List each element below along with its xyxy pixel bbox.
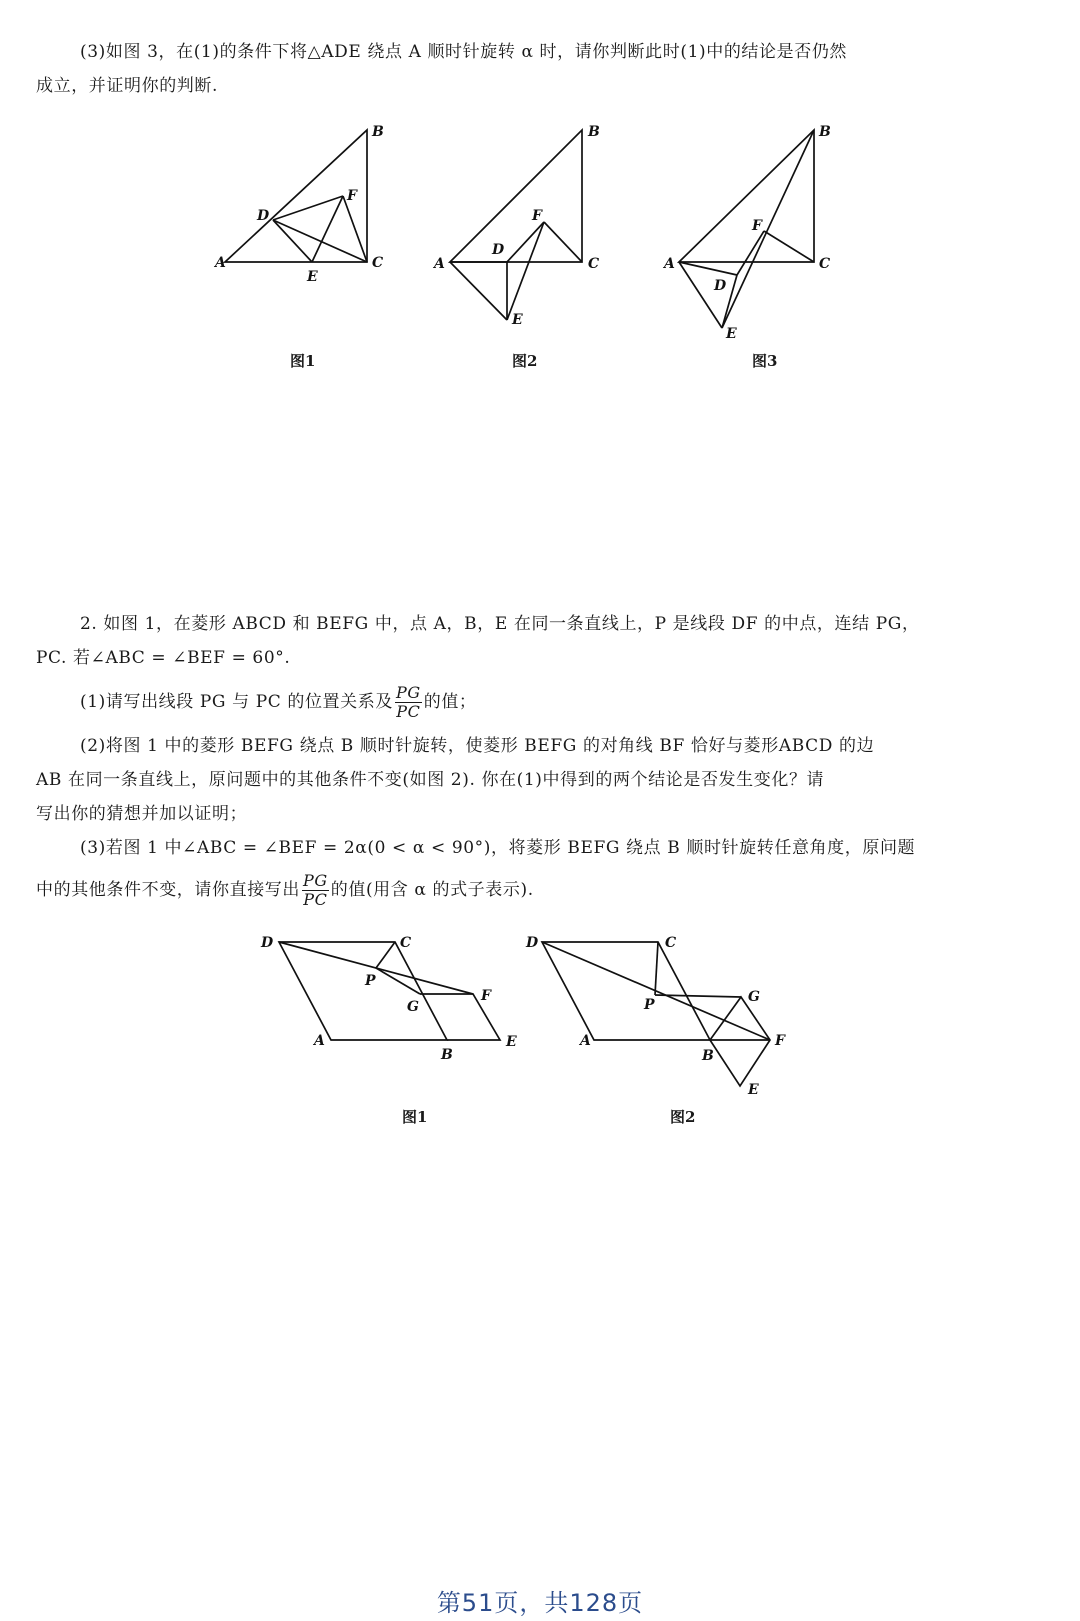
caption-top-fig3: 图3 — [752, 352, 778, 370]
q1-part3-line1: (3)如图 3，在(1)的条件下将△ADE 绕点 A 顺时针旋转 α 时，请你判断此时(1)中的结论是否仍然 — [80, 42, 848, 62]
label-B: B — [441, 1047, 453, 1063]
caption-top-fig1: 图1 — [290, 352, 316, 370]
label-B: B — [372, 124, 384, 140]
fraction-numerator: PG — [303, 870, 328, 890]
label-B: B — [588, 124, 600, 140]
q2-part3-post: 的值(用含 α 的式子表示). — [330, 880, 534, 900]
fraction-denominator: PC — [303, 889, 328, 909]
figure-bottom-2 — [524, 930, 799, 1105]
label-E: E — [512, 312, 523, 328]
figure-bottom-1 — [255, 930, 530, 1075]
q2-line1: 2. 如图 1，在菱形 ABCD 和 BEFG 中，点 A，B，E 在同一条直线上，P 是线段 DF 的中点，连结 PG， — [80, 614, 920, 634]
q2-line2: PC. 若∠ABC = ∠BEF = 60°. — [36, 648, 291, 668]
label-D: D — [526, 935, 539, 951]
label-F: F — [347, 188, 357, 204]
q2-part2-line1: (2)将图 1 中的菱形 BEFG 绕点 B 顺时针旋转，使菱形 BEFG 的对角线 BF 恰好与菱形ABCD 的边 — [80, 736, 875, 756]
caption-bottom-fig1: 图1 — [402, 1108, 428, 1126]
label-F: F — [752, 218, 762, 234]
q2-part1-pre: (1)请写出线段 PG 与 PC 的位置关系及 — [80, 692, 393, 712]
label-B: B — [702, 1048, 714, 1064]
label-D: D — [492, 242, 505, 258]
label-A: A — [314, 1033, 325, 1049]
fraction-denominator: PC — [396, 701, 421, 721]
q1-part3-line2: 成立，并证明你的判断. — [36, 76, 219, 96]
q2-part3-pre: 中的其他条件不变，请你直接写出 — [36, 880, 300, 900]
label-E: E — [506, 1034, 517, 1050]
label-E: E — [307, 269, 318, 285]
figure-top-3 — [664, 118, 844, 343]
fraction-pg-pc — [395, 684, 422, 721]
figure-top-1 — [215, 118, 395, 288]
label-A: A — [580, 1033, 591, 1049]
label-C: C — [372, 255, 384, 271]
label-P: P — [365, 973, 376, 989]
label-G: G — [748, 989, 760, 1005]
label-C: C — [819, 256, 831, 272]
label-D: D — [261, 935, 274, 951]
caption-bottom-fig2: 图2 — [670, 1108, 696, 1126]
fraction-pg-pc — [302, 872, 329, 909]
label-C: C — [400, 935, 412, 951]
label-B: B — [819, 124, 831, 140]
label-A: A — [434, 256, 445, 272]
caption-top-fig2: 图2 — [512, 352, 538, 370]
label-E: E — [726, 326, 737, 342]
label-E: E — [748, 1082, 759, 1098]
label-P: P — [644, 997, 655, 1013]
q2-part1-post: 的值； — [423, 692, 477, 712]
label-A: A — [664, 256, 675, 272]
figure-top-2 — [432, 118, 612, 333]
label-F: F — [532, 208, 542, 224]
label-D: D — [257, 208, 270, 224]
q2-part2-line2: AB 在同一条直线上，原问题中的其他条件不变(如图 2). 你在(1)中得到的两个结论是否发生变化？请 — [36, 770, 825, 790]
page-footer: 第51页，共128页 — [436, 1589, 644, 1617]
q2-part3-line1: (3)若图 1 中∠ABC = ∠BEF = 2α(0 < α < 90°)，将菱形 BEFG 绕点 B 顺时针旋转任意角度，原问题 — [80, 838, 916, 858]
label-F: F — [481, 988, 491, 1004]
label-C: C — [588, 256, 600, 272]
label-C: C — [665, 935, 677, 951]
label-F: F — [775, 1033, 785, 1049]
fraction-numerator: PG — [395, 682, 421, 702]
label-D: D — [714, 278, 727, 294]
label-G: G — [407, 999, 419, 1015]
q2-part2-line3: 写出你的猜想并加以证明； — [36, 804, 248, 824]
q2-part1 — [80, 680, 1046, 724]
label-A: A — [215, 255, 226, 271]
q2-part3-line2 — [36, 868, 1046, 912]
